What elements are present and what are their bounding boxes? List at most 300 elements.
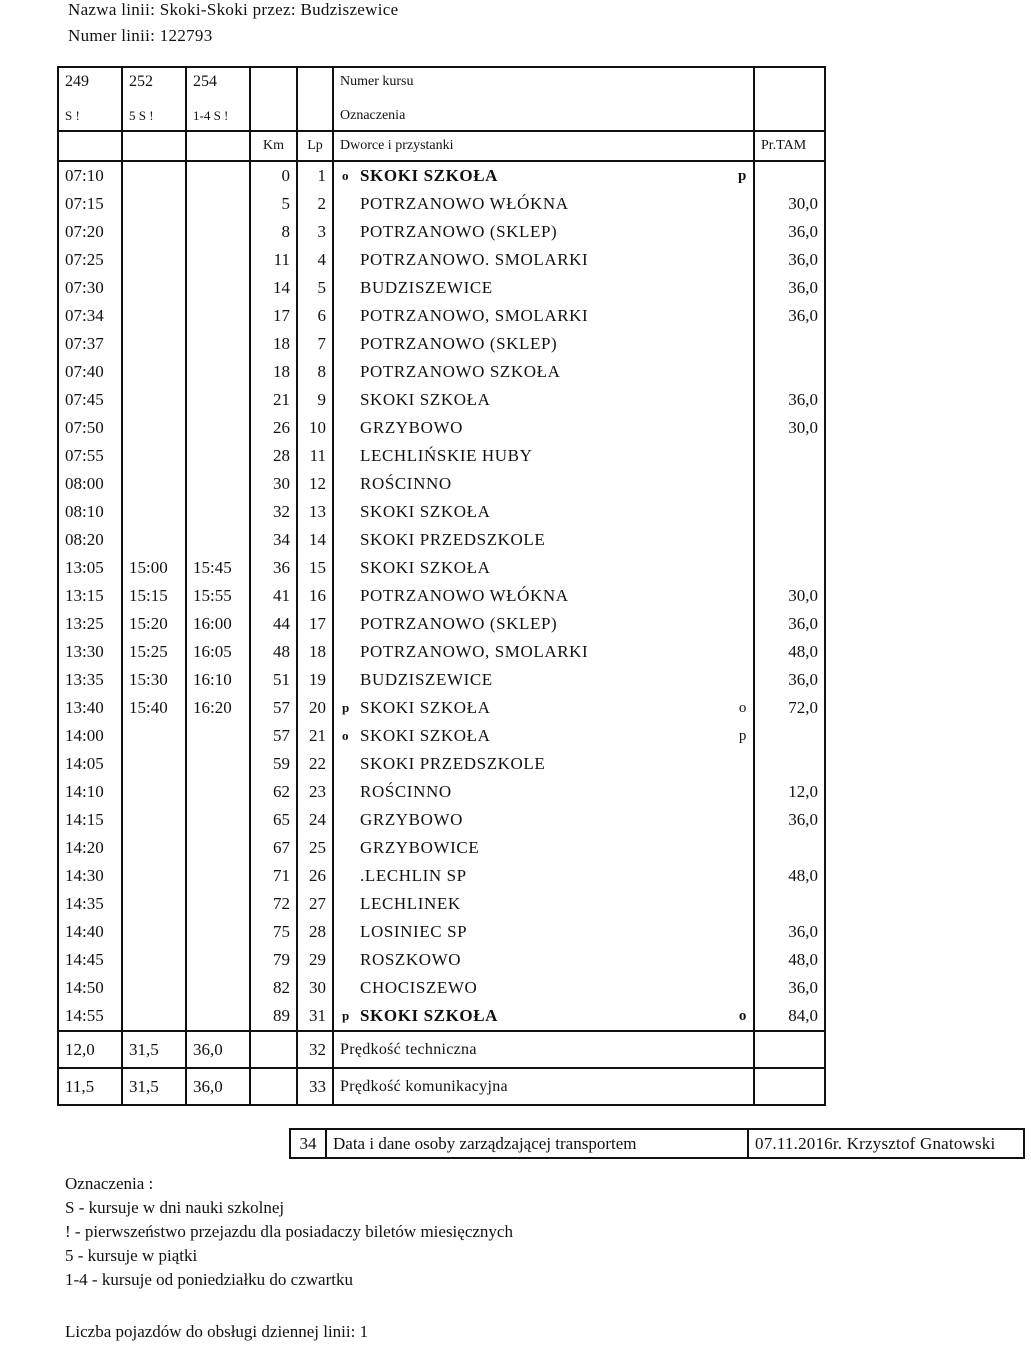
pr-tam-value: 48,0 [754,638,825,666]
pr-tam-value: 30,0 [754,414,825,442]
pr-tam-value [754,834,825,862]
pr-tam-value: 36,0 [754,610,825,638]
stop-cell [333,526,754,554]
table-row [58,638,825,666]
lp-value: 31 [297,1002,333,1031]
departure-254 [186,946,250,974]
departure-254 [186,750,250,778]
departure-249: 14:05 [58,750,122,778]
departure-249: 07:40 [58,358,122,386]
stop-name: POTRZANOWO (SKLEP) [360,334,558,353]
empty-pr [754,1031,825,1068]
departure-254 [186,190,250,218]
table-row [58,442,825,470]
speed-249: 11,5 [58,1068,122,1105]
empty-km [250,1031,297,1068]
stop-cell [333,470,754,498]
departure-249: 13:30 [58,638,122,666]
pr-tam-value [754,526,825,554]
km-value: 75 [250,918,297,946]
departure-249: 08:00 [58,470,122,498]
departure-249: 07:25 [58,246,122,274]
table-row [58,1002,825,1031]
lp-value: 8 [297,358,333,386]
departure-254: 16:00 [186,610,250,638]
table-row [58,190,825,218]
table-row [58,778,825,806]
table-row [58,666,825,694]
pr-tam-value: 36,0 [754,806,825,834]
stop-name: GRZYBOWO [360,418,464,437]
km-value: 51 [250,666,297,694]
departure-254: 15:45 [186,554,250,582]
legend-item: ! - pierwszeństwo przejazdu dla posiadaczy biletów miesięcznych [65,1222,513,1241]
lp-value: 16 [297,582,333,610]
pr-tam-value: 36,0 [754,974,825,1002]
speed-254: 36,0 [186,1068,250,1105]
pr-tam-value: 36,0 [754,918,825,946]
departure-252 [122,498,186,526]
departure-254 [186,806,250,834]
summary-row [58,1031,825,1068]
stop-name: ROSZKOWO [360,950,462,969]
km-value: 28 [250,442,297,470]
departure-249: 13:05 [58,554,122,582]
table-row [58,246,825,274]
timetable [57,66,826,1106]
lp-value: 20 [297,694,333,722]
stop-cell [333,274,754,302]
course-252: 252 5 S ! [122,67,186,131]
lp-value: 9 [297,386,333,414]
lp-value: 5 [297,274,333,302]
course-labels: Numer kursu Oznaczenia [333,67,754,131]
table-row [58,302,825,330]
manager-box [289,1128,1025,1159]
departure-249: 14:45 [58,946,122,974]
summary-label: Prędkość techniczna [333,1031,754,1068]
departure-254 [186,218,250,246]
pr-tam-value: 36,0 [754,386,825,414]
table-row [58,414,825,442]
departure-252: 15:40 [122,694,186,722]
departure-254 [186,302,250,330]
lp-value: 27 [297,890,333,918]
manager-lp: 34 [290,1129,326,1158]
departure-249: 07:37 [58,330,122,358]
table-row [58,834,825,862]
departure-249: 14:00 [58,722,122,750]
table-row [58,806,825,834]
legend-item: 1-4 - kursuje od poniedziałku do czwartku [65,1270,353,1289]
departure-254 [186,890,250,918]
departure-252 [122,386,186,414]
stop-marker: p [342,1008,350,1023]
stop-name: SKOKI SZKOŁA [360,558,491,577]
stop-cell [333,414,754,442]
departure-252 [122,358,186,386]
table-row [58,554,825,582]
km-value: 18 [250,330,297,358]
stop-cell [333,161,754,190]
departure-254 [186,1002,250,1031]
table-row [58,974,825,1002]
departure-254 [186,722,250,750]
departure-249: 14:30 [58,862,122,890]
departure-252 [122,750,186,778]
departure-252: 15:25 [122,638,186,666]
table-row [58,610,825,638]
km-value: 57 [250,694,297,722]
departure-249: 07:45 [58,386,122,414]
departure-249: 14:40 [58,918,122,946]
summary-row [58,1068,825,1105]
stop-name: SKOKI SZKOŁA [360,166,499,185]
stop-name: POTRZANOWO WŁÓKNA [360,586,569,605]
departure-249: 07:30 [58,274,122,302]
stop-name: GRZYBOWO [360,810,464,829]
departure-252: 15:15 [122,582,186,610]
legend-item: 5 - kursuje w piątki [65,1246,198,1265]
departure-252: 15:00 [122,554,186,582]
table-row [58,358,825,386]
stop-marker: p [738,728,747,744]
stop-cell [333,638,754,666]
km-value: 36 [250,554,297,582]
lp-value: 32 [297,1031,333,1068]
table-row [58,722,825,750]
km-value: 0 [250,161,297,190]
departure-249: 07:15 [58,190,122,218]
pr-tam-value: 84,0 [754,1002,825,1031]
pr-tam-value: 72,0 [754,694,825,722]
departure-252 [122,330,186,358]
pr-tam-value: 48,0 [754,862,825,890]
pr-tam-value: 30,0 [754,582,825,610]
pr-tam-value: 36,0 [754,274,825,302]
stop-name: SKOKI SZKOŁA [360,698,491,717]
stop-name: SKOKI SZKOŁA [360,390,491,409]
lp-value: 2 [297,190,333,218]
km-value: 30 [250,470,297,498]
departure-254 [186,161,250,190]
departure-252 [122,862,186,890]
departure-252 [122,1002,186,1031]
stops-header: Dworce i przystanki [333,131,754,161]
departure-249: 13:15 [58,582,122,610]
departure-252 [122,246,186,274]
lp-value: 11 [297,442,333,470]
stop-cell [333,778,754,806]
empty-km [250,1068,297,1105]
departure-249: 14:50 [58,974,122,1002]
stop-name: SKOKI PRZEDSZKOLE [360,754,546,773]
table-row [58,946,825,974]
pr-tam-value [754,470,825,498]
stop-name: ROŚCINNO [360,474,452,493]
table-row [58,386,825,414]
pr-tam-value: 36,0 [754,302,825,330]
line-name: Nazwa linii: Skoki-Skoki przez: Budziszewice [68,0,399,19]
stop-name: LOSINIEC SP [360,922,468,941]
speed-252: 31,5 [122,1031,186,1068]
pr-tam-value [754,554,825,582]
empty-pr [754,1068,825,1105]
departure-254: 15:55 [186,582,250,610]
lp-value: 6 [297,302,333,330]
lp-value: 25 [297,834,333,862]
stop-cell [333,498,754,526]
departure-252 [122,806,186,834]
km-value: 57 [250,722,297,750]
speed-254: 36,0 [186,1031,250,1068]
stop-name: SKOKI SZKOŁA [360,502,491,521]
lp-value: 19 [297,666,333,694]
lp-value: 30 [297,974,333,1002]
legend-title: Oznaczenia : [65,1174,154,1193]
stop-name: POTRZANOWO SZKOŁA [360,362,561,381]
course-254: 254 1-4 S ! [186,67,250,131]
departure-249: 14:15 [58,806,122,834]
stop-cell [333,190,754,218]
pr-tam-value [754,890,825,918]
departure-252 [122,190,186,218]
legend-item: S - kursuje w dni nauki szkolnej [65,1198,285,1217]
departure-249: 07:10 [58,161,122,190]
stop-name: ROŚCINNO [360,782,452,801]
km-value: 8 [250,218,297,246]
table-row [58,470,825,498]
km-value: 34 [250,526,297,554]
departure-249: 07:50 [58,414,122,442]
departure-254 [186,330,250,358]
stop-name: POTRZANOWO (SKLEP) [360,614,558,633]
manager-value: 07.11.2016r. Krzysztof Gnatowski [748,1129,1024,1158]
table-row [58,330,825,358]
table-row [58,498,825,526]
stop-cell [333,834,754,862]
km-value: 32 [250,498,297,526]
departure-252: 15:30 [122,666,186,694]
stop-name: SKOKI SZKOŁA [360,726,491,745]
departure-254 [186,386,250,414]
table-row [58,526,825,554]
departure-249: 14:55 [58,1002,122,1031]
departure-254: 16:20 [186,694,250,722]
stop-cell [333,862,754,890]
departure-252 [122,778,186,806]
stop-cell [333,218,754,246]
departure-249: 08:20 [58,526,122,554]
departure-254 [186,834,250,862]
stop-cell [333,694,754,722]
stop-name: CHOCISZEWO [360,978,478,997]
stop-cell [333,722,754,750]
stop-marker: p [342,700,350,715]
departure-252 [122,274,186,302]
table-row [58,918,825,946]
summary-label: Prędkość komunikacyjna [333,1068,754,1105]
stop-marker: o [738,1008,747,1024]
departure-254 [186,974,250,1002]
stop-cell [333,330,754,358]
km-value: 67 [250,834,297,862]
departure-254: 16:05 [186,638,250,666]
manager-label: Data i dane osoby zarządzającej transportem [326,1129,748,1158]
stop-marker: p [738,168,747,184]
departure-254 [186,358,250,386]
stop-name: POTRZANOWO, SMOLARKI [360,642,589,661]
stop-marker: o [342,728,350,743]
pr-tam-value [754,358,825,386]
km-value: 79 [250,946,297,974]
speed-252: 31,5 [122,1068,186,1105]
empty-pr [754,67,825,131]
departure-252 [122,890,186,918]
table-row [58,218,825,246]
stop-cell [333,974,754,1002]
km-value: 89 [250,1002,297,1031]
departure-252: 15:20 [122,610,186,638]
departure-249: 08:10 [58,498,122,526]
lp-value: 12 [297,470,333,498]
departure-252 [122,722,186,750]
stop-cell [333,582,754,610]
stop-cell [333,806,754,834]
stop-cell [333,442,754,470]
empty-km [250,67,297,131]
departure-252 [122,442,186,470]
stop-cell [333,302,754,330]
departure-252 [122,161,186,190]
departure-254 [186,778,250,806]
stop-name: .LECHLIN SP [360,866,467,885]
stop-cell [333,946,754,974]
km-value: 5 [250,190,297,218]
departure-254 [186,442,250,470]
table-row [58,161,825,190]
km-value: 59 [250,750,297,778]
stop-cell [333,918,754,946]
departure-254 [186,414,250,442]
km-value: 17 [250,302,297,330]
departure-249: 14:35 [58,890,122,918]
lp-value: 4 [297,246,333,274]
km-value: 72 [250,890,297,918]
lp-value: 23 [297,778,333,806]
lp-value: 10 [297,414,333,442]
stop-name: POTRZANOWO, SMOLARKI [360,306,589,325]
departure-254 [186,862,250,890]
departure-252 [122,946,186,974]
departure-254 [186,498,250,526]
departure-249: 07:20 [58,218,122,246]
km-value: 21 [250,386,297,414]
departure-249: 07:34 [58,302,122,330]
table-row [58,582,825,610]
departure-252 [122,974,186,1002]
departure-252 [122,470,186,498]
departure-249: 13:40 [58,694,122,722]
empty-lp [297,67,333,131]
lp-value: 28 [297,918,333,946]
km-value: 71 [250,862,297,890]
header-row-courses [58,67,825,131]
table-row [58,890,825,918]
stop-cell [333,610,754,638]
departure-252 [122,526,186,554]
stop-name: BUDZISZEWICE [360,278,493,297]
lp-value: 22 [297,750,333,778]
table-row [58,274,825,302]
km-value: 26 [250,414,297,442]
km-value: 62 [250,778,297,806]
course-249: 249 S ! [58,67,122,131]
departure-254 [186,274,250,302]
pr-tam-value [754,161,825,190]
departure-252 [122,218,186,246]
lp-value: 7 [297,330,333,358]
stop-name: SKOKI PRZEDSZKOLE [360,530,546,549]
vehicle-count: Liczba pojazdów do obsługi dziennej linii: 1 [65,1322,369,1341]
table-row [58,862,825,890]
stop-name: SKOKI SZKOŁA [360,1006,499,1025]
line-number: Numer linii: 122793 [68,26,213,45]
km-value: 11 [250,246,297,274]
lp-value: 1 [297,161,333,190]
pr-tam-value: 36,0 [754,666,825,694]
stop-name: LECHLINEK [360,894,461,913]
pr-tam-value: 36,0 [754,246,825,274]
pr-tam-value: 12,0 [754,778,825,806]
km-value: 18 [250,358,297,386]
stop-cell [333,386,754,414]
pr-tam-value: 36,0 [754,218,825,246]
departure-249: 07:55 [58,442,122,470]
departure-252 [122,834,186,862]
table-row [58,694,825,722]
stop-marker: o [342,168,350,183]
stop-name: POTRZANOWO (SKLEP) [360,222,558,241]
departure-252 [122,918,186,946]
stop-name: GRZYBOWICE [360,838,480,857]
stop-cell [333,750,754,778]
departure-249: 13:35 [58,666,122,694]
lp-value: 24 [297,806,333,834]
departure-252 [122,414,186,442]
km-value: 44 [250,610,297,638]
departure-254 [186,470,250,498]
departure-249: 14:20 [58,834,122,862]
departure-254 [186,526,250,554]
pr-tam-value [754,330,825,358]
stop-cell [333,358,754,386]
lp-value: 15 [297,554,333,582]
stop-name: POTRZANOWO. SMOLARKI [360,250,589,269]
stop-cell [333,890,754,918]
stop-cell [333,246,754,274]
pr-tam-value [754,750,825,778]
header-row-columns [58,131,825,161]
stop-cell [333,554,754,582]
lp-header: Lp [297,131,333,161]
pr-tam-value: 30,0 [754,190,825,218]
km-value: 48 [250,638,297,666]
pr-tam-value: 48,0 [754,946,825,974]
pr-tam-value [754,722,825,750]
stop-cell [333,1002,754,1031]
lp-value: 26 [297,862,333,890]
